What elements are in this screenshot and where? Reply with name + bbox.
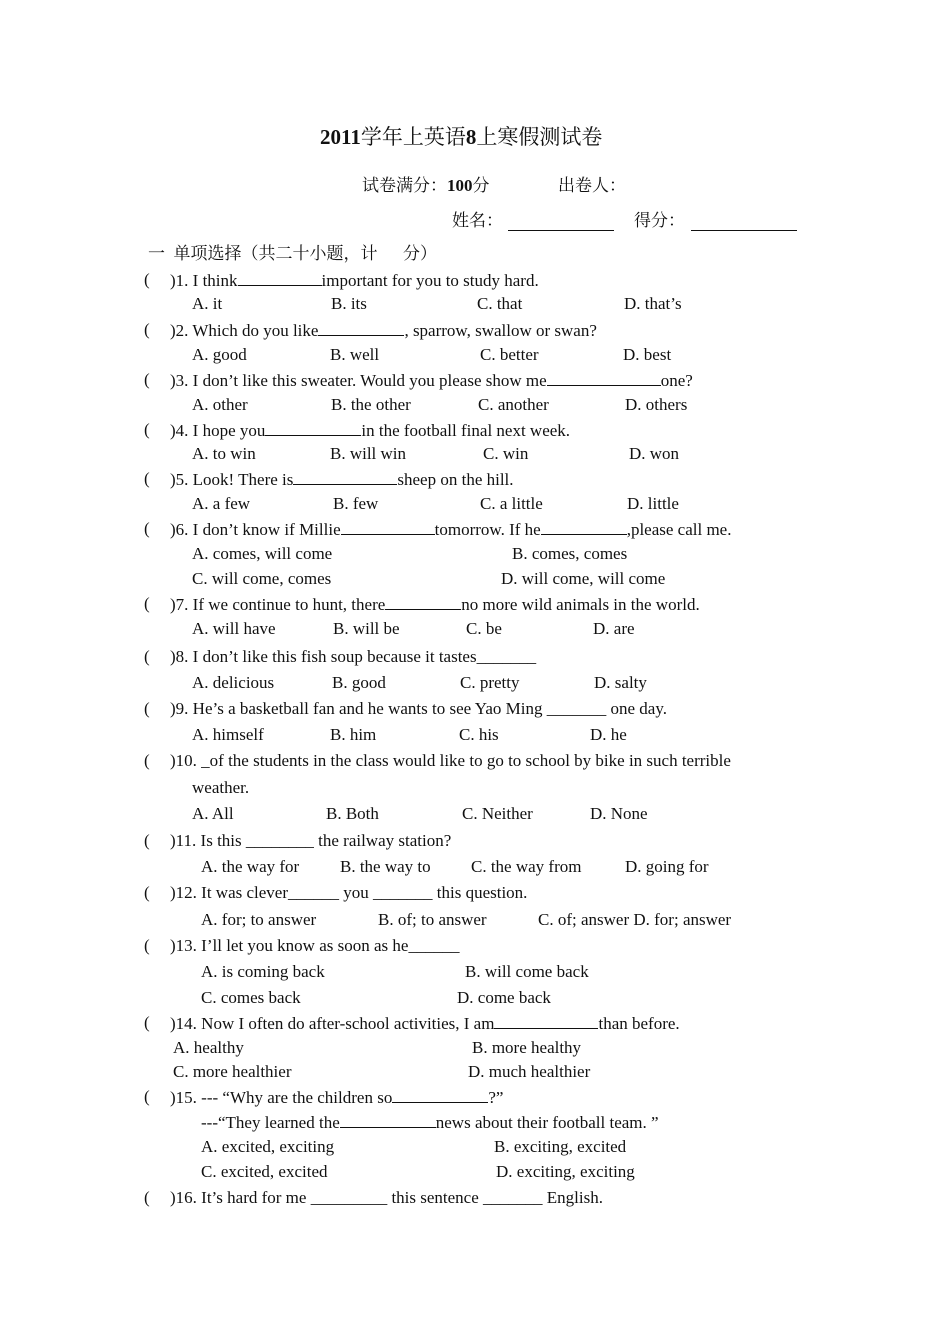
paren-close: ) [170, 1088, 176, 1107]
paren-open: ( [144, 370, 150, 389]
name-blank[interactable] [508, 214, 614, 231]
question-7: )7. If we continue to hunt, there no more wild animals in the world. [170, 595, 700, 614]
question-9: )9. He’s a basketball fan and he wants to see Yao Ming _______ one day. [170, 699, 668, 718]
answer-blank[interactable] [494, 1013, 598, 1029]
question-text: It was clever______ you _______ this question. [201, 883, 528, 902]
answer-blank[interactable] [265, 420, 361, 436]
question-text: He’s a basketball fan and he wants to see Yao Ming _______ one day. [192, 699, 668, 718]
question-1: )1. I think important for you to study hard. [170, 271, 539, 290]
paren-open: ( [144, 1188, 150, 1207]
question-text: _of the students in the class would like to go to school by bike in such terrible [201, 751, 731, 770]
score-value: 100 [447, 176, 473, 195]
question-text: Which do you like [192, 321, 319, 340]
question-number: 9 [175, 699, 185, 718]
option-c[interactable]: C. more healthier [173, 1062, 292, 1081]
answer-blank[interactable] [547, 370, 661, 386]
question-number: 6 [175, 520, 185, 539]
paren-open: ( [144, 420, 150, 439]
answer-blank[interactable] [340, 1112, 436, 1128]
option-d[interactable]: D. won [629, 444, 680, 463]
paren-open: ( [144, 647, 150, 666]
option-c[interactable]: C. the way from [471, 857, 582, 876]
answer-blank[interactable] [541, 519, 627, 535]
question-text: I hope you [192, 421, 266, 440]
option-b[interactable]: B. well [330, 345, 380, 364]
option-d[interactable]: D. are [593, 619, 635, 638]
paren-open: ( [144, 699, 150, 718]
question-text: ?” [488, 1088, 504, 1107]
option-c[interactable]: C. pretty [460, 673, 520, 692]
option-c[interactable]: C. that [477, 294, 523, 313]
question-text: I’ll let you know as soon as he______ [201, 936, 460, 955]
question-8: )8. I don’t like this fish soup because it tastes_______ [170, 647, 537, 666]
question-text: Look! There is [192, 470, 294, 489]
option-b[interactable]: B. Both [326, 804, 379, 823]
option-a[interactable]: A. to win [192, 444, 256, 463]
paren-close: ) [170, 647, 176, 666]
question-text: important for you to study hard. [321, 271, 539, 290]
answer-blank[interactable] [238, 270, 322, 286]
question-number: 12 [175, 883, 193, 902]
option-a[interactable]: A. himself [192, 725, 264, 744]
question-15: )15. --- “Why are the children so ?” [170, 1088, 504, 1107]
option-d[interactable]: D. he [590, 725, 627, 744]
question-number: 14 [175, 1014, 193, 1033]
question-number: 2 [175, 321, 185, 340]
option-b[interactable]: B. will come back [465, 962, 589, 981]
option-a[interactable]: A. a few [192, 494, 251, 513]
option-a[interactable]: A. delicious [192, 673, 275, 692]
option-a[interactable]: A. other [192, 395, 248, 414]
option-c[interactable]: C. Neither [462, 804, 533, 823]
question-5: )5. Look! There is sheep on the hill. [170, 470, 514, 489]
question-12: )12. It was clever______ you _______ this question. [170, 883, 528, 902]
paren-open: ( [144, 1013, 150, 1032]
grade-label: 得分： [634, 211, 685, 230]
option-b[interactable]: B. more healthy [472, 1038, 582, 1057]
question-text: , sparrow, swallow or swan? [404, 321, 597, 340]
paren-open: ( [144, 751, 150, 770]
option-c[interactable]: C. better [480, 345, 539, 364]
option-b[interactable]: B. good [332, 673, 386, 692]
paren-close: ) [170, 371, 176, 390]
option-b[interactable]: B. comes, comes [512, 544, 628, 563]
paren-close: ) [170, 751, 176, 770]
paren-close: ) [170, 699, 176, 718]
option-d[interactable]: D. will come, will come [501, 569, 666, 588]
paren-open: ( [144, 519, 150, 538]
answer-blank[interactable] [392, 1087, 488, 1103]
question-16: )16. It’s hard for me _________ this sentence _______ English. [170, 1188, 603, 1207]
paren-close: ) [170, 883, 176, 902]
question-number: 4 [175, 421, 185, 440]
paren-close: ) [170, 1188, 176, 1207]
paren-open: ( [144, 320, 150, 339]
question-14: )14. Now I often do after-school activities, I am than before. [170, 1014, 680, 1033]
question-text: I think [192, 271, 238, 290]
option-c[interactable]: C. be [466, 619, 502, 638]
answer-blank[interactable] [318, 320, 404, 336]
paren-close: ) [170, 470, 176, 489]
option-d[interactable]: D. best [623, 345, 672, 364]
question-text: in the football final next week. [361, 421, 571, 440]
question-11: )11. Is this ________ the railway station? [170, 831, 452, 850]
option-b[interactable]: B. few [333, 494, 379, 513]
paren-open: ( [144, 594, 150, 613]
question-2: )2. Which do you like , sparrow, swallow or swan? [170, 321, 597, 340]
question-text-cont [201, 1112, 659, 1133]
question-number: 16 [175, 1188, 193, 1207]
paren-open: ( [144, 831, 150, 850]
option-d[interactable]: D. little [627, 494, 679, 513]
question-text: Is this ________ the railway station? [200, 831, 452, 850]
option-a[interactable]: A. the way for [201, 857, 300, 876]
option-a[interactable]: A. will have [192, 619, 276, 638]
question-3: )3. I don’t like this sweater. Would you please show me one? [170, 371, 693, 390]
question-text: I don’t know if Millie [192, 520, 341, 539]
paren-close: ) [170, 936, 176, 955]
paren-open: ( [144, 883, 150, 902]
author-label: 出卷人： [558, 176, 626, 195]
option-c[interactable]: C. a little [480, 494, 543, 513]
option-d[interactable]: D. that’s [624, 294, 682, 313]
question-4: )4. I hope you in the football final next week. [170, 421, 571, 440]
question-text: It’s hard for me _________ this sentence _______ English. [201, 1188, 603, 1207]
option-d[interactable]: D. salty [594, 673, 647, 692]
question-text: I don’t like this sweater. Would you please show me [192, 371, 547, 390]
option-a[interactable]: A. healthy [173, 1038, 244, 1057]
answer-blank[interactable] [293, 469, 397, 485]
paren-close: ) [170, 421, 176, 440]
question-text: ,please call me. [626, 520, 732, 539]
question-number: 1 [175, 271, 185, 290]
question-text: I don’t like this fish soup because it tastes_______ [192, 647, 537, 666]
option-c[interactable]: C. win [483, 444, 529, 463]
option-a[interactable]: A. for; to answer [201, 910, 317, 929]
paren-close: ) [170, 595, 176, 614]
name-label: 姓名： [452, 211, 503, 230]
question-text: If we continue to hunt, there [192, 595, 386, 614]
answer-blank[interactable] [385, 594, 461, 610]
option-d[interactable]: D. come back [457, 988, 551, 1007]
question-text: sheep on the hill. [397, 470, 514, 489]
option-d[interactable]: D. exciting, exciting [496, 1162, 635, 1181]
option-d[interactable]: D. None [590, 804, 648, 823]
option-c[interactable]: C. comes back [201, 988, 301, 1007]
question-text: news about their football team. ” [435, 1113, 659, 1132]
paren-close: ) [170, 1014, 176, 1033]
section-heading: 一 单项选择（共二十小题，计 分） [148, 244, 437, 263]
page-title [320, 125, 602, 149]
score-line [362, 176, 490, 196]
question-number: 3 [175, 371, 185, 390]
question-text: than before. [598, 1014, 680, 1033]
option-b[interactable]: B. of; to answer [378, 910, 487, 929]
paren-open: ( [144, 469, 150, 488]
score-label: 试卷满分： [362, 176, 447, 195]
option-b[interactable]: B. will win [330, 444, 407, 463]
paren-close: ) [170, 321, 176, 340]
question-text: --- “Why are the children so [201, 1088, 393, 1107]
question-text: ---“They learned the [201, 1113, 340, 1132]
question-number: 8 [175, 647, 185, 666]
option-c[interactable]: C. of; answer D. for; answer [538, 910, 732, 929]
option-d[interactable]: D. others [625, 395, 688, 414]
question-number: 10 [175, 751, 193, 770]
question-number: 5 [175, 470, 185, 489]
title-year: 2011 [320, 125, 361, 149]
question-text-cont: weather. [192, 778, 250, 797]
option-c[interactable]: C. excited, excited [201, 1162, 328, 1181]
title-mid: 学年上英语 [360, 125, 466, 149]
option-d[interactable]: D. going for [625, 857, 709, 876]
option-b[interactable]: B. him [330, 725, 377, 744]
option-b[interactable]: B. exciting, excited [494, 1137, 627, 1156]
option-c[interactable]: C. will come, comes [192, 569, 332, 588]
option-a[interactable]: A. it [192, 294, 223, 313]
score-unit: 分 [472, 176, 490, 195]
question-number: 13 [175, 936, 193, 955]
option-a[interactable]: A. is coming back [201, 962, 325, 981]
option-b[interactable]: B. the way to [340, 857, 431, 876]
question-text: one? [660, 371, 693, 390]
question-6: )6. I don’t know if Millie tomorrow. If he ,please call me. [170, 520, 732, 539]
question-number: 11 [175, 831, 193, 850]
option-d[interactable]: D. much healthier [468, 1062, 591, 1081]
paren-close: ) [170, 271, 176, 290]
paren-open: ( [144, 936, 150, 955]
option-b[interactable]: B. its [331, 294, 367, 313]
answer-blank[interactable] [341, 519, 435, 535]
question-number: 15 [175, 1088, 193, 1107]
option-a[interactable]: A. All [192, 804, 234, 823]
option-b[interactable]: B. the other [331, 395, 411, 414]
paren-open: ( [144, 270, 150, 289]
paren-close: ) [170, 831, 176, 850]
question-text: tomorrow. If he [434, 520, 541, 539]
option-a[interactable]: A. comes, will come [192, 544, 333, 563]
grade-blank[interactable] [691, 214, 797, 231]
title-num: 8 [465, 125, 477, 149]
question-text: no more wild animals in the world. [461, 595, 700, 614]
question-text: Now I often do after-school activities, I am [201, 1014, 495, 1033]
option-a[interactable]: A. excited, exciting [201, 1137, 335, 1156]
option-c[interactable]: C. another [478, 395, 549, 414]
option-a[interactable]: A. good [192, 345, 247, 364]
paren-open: ( [144, 1087, 150, 1106]
paren-close: ) [170, 520, 176, 539]
title-end: 上寒假测试卷 [476, 125, 603, 149]
option-b[interactable]: B. will be [333, 619, 400, 638]
question-13: )13. I’ll let you know as soon as he______ [170, 936, 460, 955]
question-number: 7 [175, 595, 185, 614]
question-10: )10. _of the students in the class would like to go to school by bike in such terrible [170, 751, 731, 770]
option-c[interactable]: C. his [459, 725, 499, 744]
